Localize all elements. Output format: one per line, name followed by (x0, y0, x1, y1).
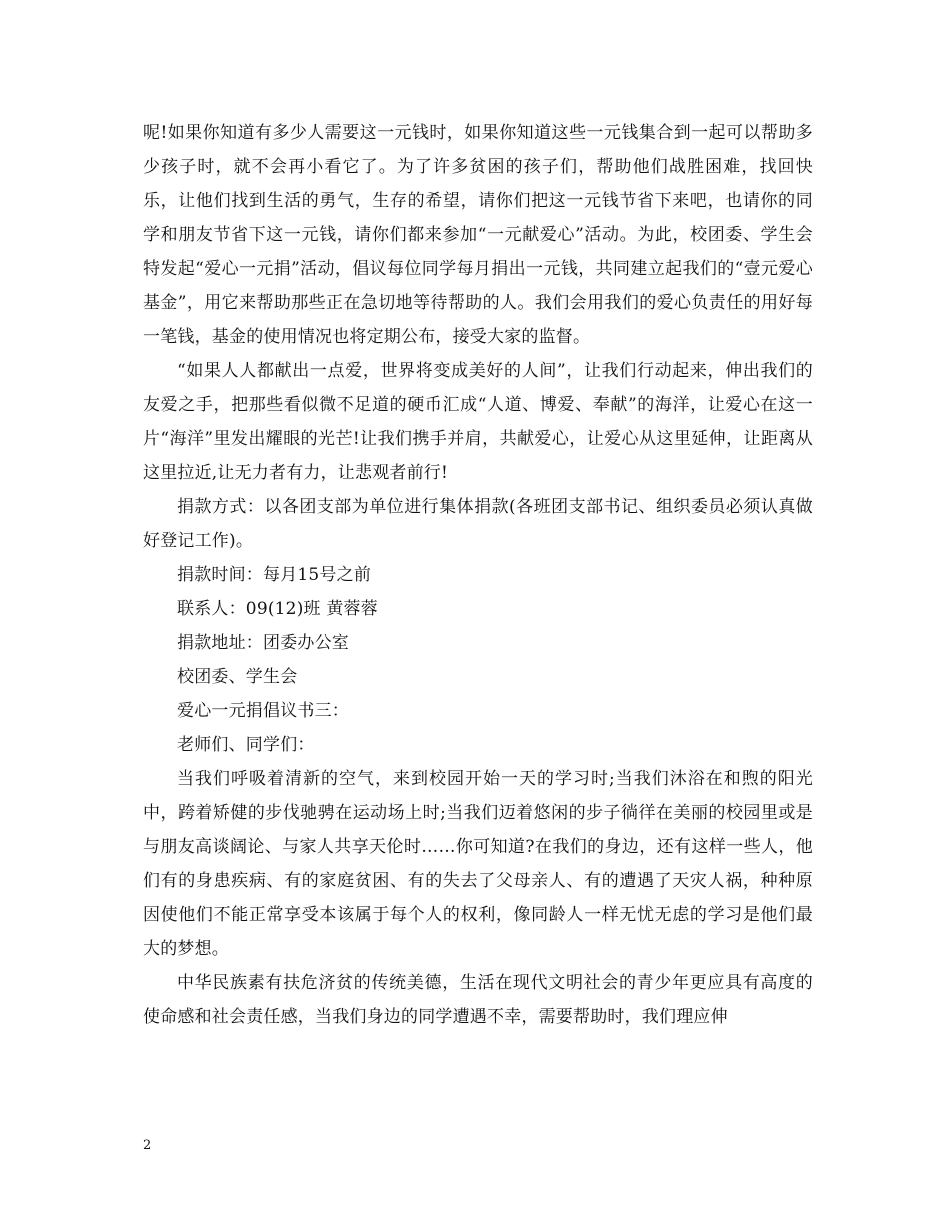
paragraph-context: 当我们呼吸着清新的空气，来到校园开始一天的学习时;当我们沐浴在和煦的阳光中，跨着矫健的步伐驰骋在运动场上时;当我们迈着悠闲的步子徜徉在美丽的校园里或是与朋友高谈阔论、与家人共享天伦时……你可知道?在我们的身边，还有这样一些人，他们有的身患疾病、有的家庭贫困、有的失去了父母亲人、有的遭遇了天灾人祸，种种原因使他们不能正常享受本该属于每个人的权利，像同龄人一样无忧无虑的学习是他们最大的梦想。 (143, 769, 813, 959)
paragraph-continued: 呢!如果你知道有多少人需要这一元钱时，如果你知道这些一元钱集合到一起可以帮助多少孩子时，就不会再小看它了。为了许多贫困的孩子们，帮助他们战胜困难，找回快乐，让他们找到生活的勇气，生存的希望，请你们把这一元钱节省下来吧，也请你的同学和朋友节省下这一元钱，请你们都来参加“一元献爱心”活动。为此，校团委、学生会特发起“爱心一元捐”活动，倡议每位同学每月捐出一元钱，共同建立起我们的“壹元爱心基金”，用它来帮助那些正在急切地等待帮助的人。我们会用我们的爱心负责任的用好每一笔钱，基金的使用情况也将定期公布，接受大家的监督。 (143, 123, 813, 347)
paragraph-call-to-action: “如果人人都献出一点爱，世界将变成美好的人间”，让我们行动起来，伸出我们的友爱之手，把那些看似微不足道的硬币汇成“人道、博爱、奉献”的海洋，让爱心在这一片“海洋”里发出耀眼的光芒!让我们携手并肩，共献爱心，让爱心从这里延伸，让距离从这里拉近,让无力者有力，让悲观者前行! (143, 361, 813, 483)
paragraph-salutation: 老师们、同学们： (177, 735, 315, 755)
paragraph-donation-address: 捐款地址：团委办公室 (177, 633, 349, 653)
paragraph-organizer: 校团委、学生会 (177, 667, 298, 687)
paragraph-donation-time: 捐款时间：每月15号之前 (177, 565, 372, 585)
paragraph-donation-method: 捐款方式：以各团支部为单位进行集体捐款(各班团支部书记、组织委员必须认真做好登记工作)。 (143, 497, 813, 551)
paragraph-contact-person: 联系人：09(12)班 黄蓉蓉 (177, 599, 378, 619)
page-number: 2 (143, 1138, 152, 1153)
paragraph-tradition: 中华民族素有扶危济贫的传统美德，生活在现代文明社会的青少年更应具有高度的使命感和社会责任感，当我们身边的同学遭遇不幸，需要帮助时，我们理应伸 (143, 973, 813, 1027)
section-heading-proposal-three: 爱心一元捐倡议书三： (177, 701, 349, 721)
document-body (143, 116, 813, 1034)
